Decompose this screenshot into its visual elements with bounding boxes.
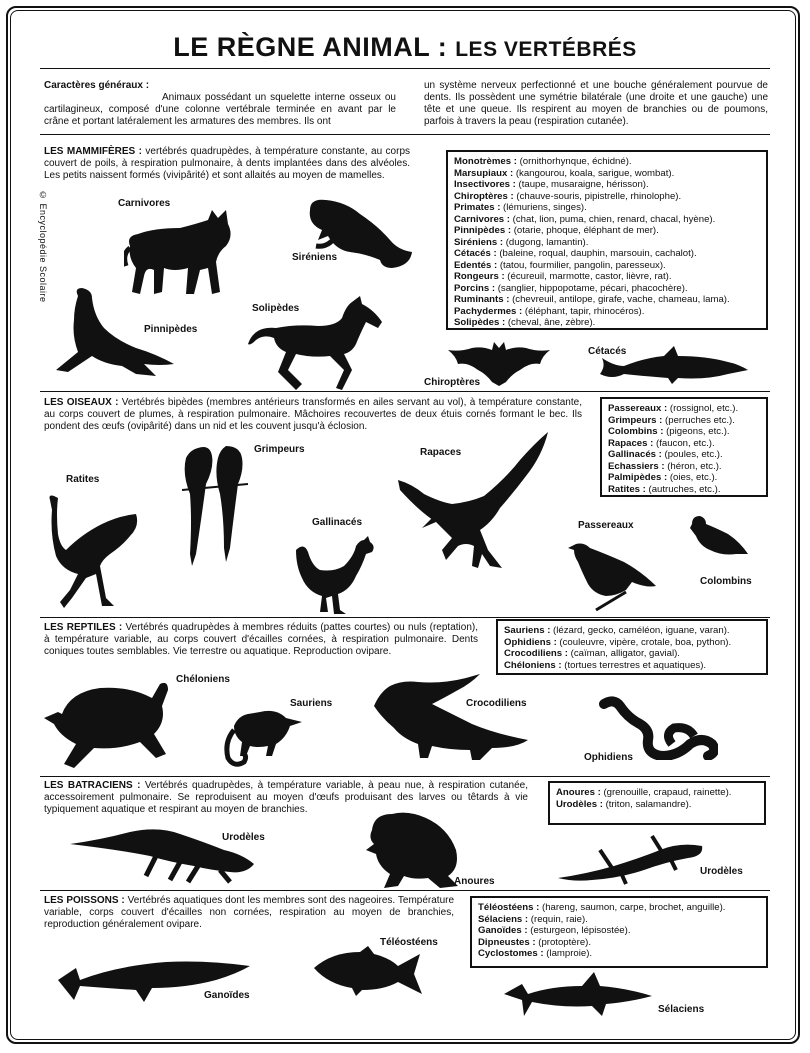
mammals-class-row	[454, 283, 760, 295]
birds-class-row	[608, 438, 760, 450]
birds-desc: Vertébrés bipèdes (membres antérieurs transformés en ailes servant au vol), à température constante, au corps couvert de plumes, à respiration pulmonaire. Mâchoires recouvertes de deux étuis cornés formant le bec. Ils pondent des œufs (ovipârité) dans un nid et les couvent jusqu'à éclosion.	[44, 397, 582, 432]
amphibians-class-row	[556, 799, 758, 811]
mammals-rule	[40, 391, 770, 392]
class-examples: (chevreuil, antilope, girafe, vache, chameau, lama).	[509, 294, 730, 305]
class-examples: (triton, salamandre).	[602, 798, 692, 810]
intro-col1	[44, 80, 396, 128]
reptiles-class-row	[504, 637, 760, 649]
mammals-box	[446, 150, 768, 330]
mammals-class-row	[454, 202, 760, 214]
mammals-class-row	[454, 271, 760, 283]
class-examples: (poules, etc.).	[661, 449, 723, 460]
salamander-silhouette	[70, 822, 256, 884]
class-name: Grimpeurs :	[608, 414, 663, 426]
fish-class-row	[478, 914, 760, 926]
label-sauriens: Sauriens	[290, 698, 333, 709]
intro-text-2: un système nerveux perfectionné et une bouche généralement pourvue de dents. Ils possèdent une symétrie bilatérale (une droite et une gauche) une tête et une queue. Ils respirent au moyen de branchies ou de poumons, parfois à travers la peau (respiration cutanée).	[424, 80, 768, 127]
class-name: Echassiers :	[608, 460, 665, 472]
class-name: Urodèles :	[556, 798, 603, 810]
amphibians-rule	[40, 890, 770, 891]
class-examples: (perruches etc.).	[662, 414, 735, 426]
label-ganoides: Ganoïdes	[204, 990, 250, 1001]
class-name: Edentés :	[454, 259, 498, 271]
birds-class-row	[608, 461, 760, 473]
class-examples: (baleine, roqual, dauphin, marsouin, cachalot).	[496, 248, 697, 259]
birds-class-row	[608, 472, 760, 484]
dolphin-silhouette	[598, 344, 750, 386]
amphibians-class-row	[556, 787, 758, 799]
mammals-class-row	[454, 156, 760, 168]
class-name: Rongeurs :	[454, 271, 505, 282]
class-name: Dipneustes :	[478, 936, 536, 948]
pigeon-silhouette	[686, 514, 750, 560]
teleost-silhouette	[312, 944, 424, 998]
turtle-silhouette	[44, 676, 170, 770]
class-examples: (otarie, phoque, éléphant de mer).	[511, 225, 659, 236]
class-examples: (sanglier, hippopotame, pécari, phacochère).	[495, 282, 688, 294]
amphibians-desc: Vertébrés quadrupèdes, à température variable, à peau nue, à respiration cutanée, accessoirement pulmonaire. Se reproduisent au moyen d'œufs produisant des larves ou têtards à vie typiquement aquatique et respirant au moyen de branchies.	[44, 780, 528, 815]
label-urodeles-1: Urodèles	[222, 832, 265, 843]
horse-silhouette	[248, 294, 388, 392]
shark-silhouette	[502, 966, 654, 1020]
class-name: Pinnipèdes :	[454, 225, 512, 236]
reptiles-list	[504, 625, 760, 671]
class-examples: (faucon, etc.).	[653, 437, 715, 449]
class-name: Siréniens :	[454, 236, 504, 248]
mammals-class-row	[454, 214, 760, 226]
class-name: Ophidiens :	[504, 636, 557, 648]
class-examples: (protoptère).	[535, 936, 592, 948]
class-examples: (lémuriens, singes).	[500, 202, 587, 213]
bat-silhouette	[446, 342, 552, 388]
class-examples: (hareng, saumon, carpe, brochet, anguille).	[539, 902, 726, 913]
class-name: Porcins :	[454, 282, 496, 294]
class-name: Solipèdes :	[454, 317, 506, 328]
birds-heading: LES OISEAUX :	[44, 397, 119, 408]
intro-text-1: Animaux possédant un squelette interne osseux ou cartilagineux, composé d'une colonne vertébrale terminée en avant par le crâne et portant latéralement les armatures des membres. Ils ont	[44, 92, 396, 127]
label-grimpeurs: Grimpeurs	[254, 444, 305, 455]
label-urodeles-2: Urodèles	[700, 866, 743, 877]
birds-class-row	[608, 426, 760, 438]
class-name: Palmipèdes :	[608, 472, 668, 483]
title-rule	[40, 68, 770, 69]
class-examples: (lamproie).	[543, 948, 593, 959]
class-examples: (caïman, alligator, gavial).	[567, 648, 680, 659]
class-examples: (héron, etc.).	[664, 460, 722, 472]
class-examples: (taupe, musaraigne, hérisson).	[515, 179, 649, 190]
mammals-class-row	[454, 168, 760, 180]
chameleon-silhouette	[220, 706, 304, 772]
crocodile-silhouette	[372, 674, 532, 766]
label-passereaux: Passereaux	[578, 520, 634, 531]
class-name: Insectivores :	[454, 179, 516, 190]
birds-text	[44, 397, 582, 433]
class-examples: (autruches, etc.).	[645, 483, 721, 495]
reptiles-class-row	[504, 625, 760, 637]
fish-heading: LES POISSONS :	[44, 895, 125, 906]
reptiles-class-row	[504, 648, 760, 660]
class-name: Cétacés :	[454, 248, 497, 259]
class-examples: (grenouille, crapaud, rainette).	[600, 787, 732, 798]
fish-list	[478, 902, 760, 960]
class-examples: (oies, etc.).	[667, 472, 718, 483]
mammals-heading: LES MAMMIFÈRES :	[44, 146, 142, 157]
label-pinnipedes: Pinnipèdes	[144, 324, 198, 335]
title-sub: LES VERTÉBRÉS	[455, 38, 637, 61]
class-examples: (kangourou, koala, sarigue, wombat).	[513, 167, 675, 179]
class-name: Téléostéens :	[478, 902, 540, 913]
class-name: Passereaux :	[608, 403, 668, 414]
fish-class-row	[478, 902, 760, 914]
mammals-class-row	[454, 248, 760, 260]
mammals-list	[454, 156, 760, 329]
label-cetaces: Cétacés	[588, 346, 627, 357]
copyright: © Encyclopédie Scolaire	[38, 190, 48, 303]
mammals-class-row	[454, 294, 760, 306]
intro-col2	[424, 80, 768, 128]
class-name: Colombins :	[608, 426, 664, 437]
fish-desc: Vertébrés aquatiques dont les membres sont des nageoires. Température variable, corps couvert d'écailles non cornées, respiration au moyen de branchies, reproduction généralement ovipare.	[44, 895, 455, 930]
ostrich-silhouette	[42, 494, 142, 612]
mammals-class-row	[454, 191, 760, 203]
label-cheloniens: Chéloniens	[176, 674, 230, 685]
sealion-silhouette	[52, 286, 178, 380]
birds-class-row	[608, 449, 760, 461]
class-name: Chiroptères :	[454, 190, 514, 202]
class-examples: (tortues terrestres et aquatiques).	[561, 659, 707, 671]
class-examples: (rossignol, etc.).	[667, 403, 739, 414]
dugong-silhouette	[306, 196, 416, 272]
class-name: Carnivores :	[454, 213, 510, 225]
label-carnivores: Carnivores	[118, 198, 171, 209]
amphibians-heading: LES BATRACIENS :	[44, 780, 141, 791]
class-name: Monotrèmes :	[454, 156, 517, 167]
mammals-class-row	[454, 306, 760, 318]
label-teleosteens: Téléostéens	[380, 937, 438, 948]
reptiles-desc: Vertébrés quadrupèdes à membres réduits (pattes courtes) ou nuls (reptation), à température variable, au corps couvert d'écailles cornées, à respiration pulmonaire. Dents coniques toutes semblables. Vie terrestre ou aquatique. Reproduction ovipare.	[44, 622, 478, 657]
fish-box	[470, 896, 768, 968]
class-examples: (cheval, âne, zèbre).	[505, 317, 596, 328]
mammals-class-row	[454, 260, 760, 272]
mammals-text	[44, 146, 410, 182]
snake-silhouette	[598, 694, 718, 760]
class-name: Ratites :	[608, 483, 646, 495]
class-name: Ruminants :	[454, 294, 510, 305]
class-examples: (éléphant, tapir, rhinocéros).	[522, 305, 645, 317]
eagle-silhouette	[396, 430, 552, 578]
birds-class-row	[608, 415, 760, 427]
reptiles-heading: LES REPTILES :	[44, 622, 123, 633]
mammals-class-row	[454, 179, 760, 191]
sturgeon-silhouette	[56, 948, 252, 1006]
class-name: Sélaciens :	[478, 913, 529, 925]
reptiles-class-row	[504, 660, 760, 672]
class-name: Rapaces :	[608, 437, 654, 449]
class-name: Anoures :	[556, 787, 601, 798]
mammals-class-row	[454, 317, 760, 329]
class-examples: (tatou, fourmilier, pangolin, paresseux).	[497, 259, 666, 271]
class-examples: (chauve-souris, pipistrelle, rhinolophe).	[513, 190, 682, 202]
birds-list	[608, 403, 760, 495]
label-ratites: Ratites	[66, 474, 100, 485]
birds-class-row	[608, 484, 760, 496]
class-name: Marsupiaux :	[454, 167, 514, 179]
frog-silhouette	[364, 810, 460, 892]
class-examples: (couleuvre, vipère, crotale, boa, python).	[556, 636, 732, 648]
rooster-silhouette	[294, 536, 376, 616]
label-solipedes: Solipèdes	[252, 303, 300, 314]
amphibians-list	[556, 787, 758, 810]
fish-class-row	[478, 925, 760, 937]
songbird-silhouette	[566, 540, 660, 614]
label-sireniens: Siréniens	[292, 252, 338, 263]
label-ophidiens: Ophidiens	[584, 752, 633, 763]
fish-class-row	[478, 948, 760, 960]
label-selaciens: Sélaciens	[658, 1004, 705, 1015]
mammals-class-row	[454, 225, 760, 237]
class-name: Cyclostomes :	[478, 948, 544, 959]
class-examples: (lézard, gecko, caméléon, iguane, varan).	[550, 625, 730, 636]
class-name: Crocodiliens :	[504, 648, 568, 659]
mammals-class-row	[454, 237, 760, 249]
newt-silhouette	[556, 832, 706, 886]
label-gallinaces: Gallinacés	[312, 517, 363, 528]
title-main: LE RÈGNE ANIMAL :	[173, 32, 448, 62]
amphibians-box	[548, 781, 766, 825]
class-examples: (pigeons, etc.).	[663, 426, 730, 437]
fish-text	[44, 895, 454, 931]
class-name: Ganoïdes :	[478, 925, 528, 936]
class-name: Gallinacés :	[608, 449, 662, 460]
reptiles-text	[44, 622, 478, 658]
class-examples: (écureuil, marmotte, castor, lièvre, rat).	[504, 271, 672, 282]
class-name: Chéloniens :	[504, 659, 562, 671]
label-crocodiliens: Crocodiliens	[466, 698, 527, 709]
class-examples: (requin, raie).	[528, 913, 588, 925]
reptiles-box	[496, 619, 768, 675]
birds-rule	[40, 617, 770, 618]
class-name: Sauriens :	[504, 625, 551, 636]
intro-label: Caractères généraux :	[44, 80, 150, 91]
birds-box	[600, 397, 768, 497]
label-rapaces: Rapaces	[420, 447, 462, 458]
fish-class-row	[478, 937, 760, 949]
label-chiropteres: Chiroptères	[424, 377, 481, 388]
class-examples: (esturgeon, lépisostée).	[527, 925, 631, 936]
birds-class-row	[608, 403, 760, 415]
parrots-silhouette	[182, 444, 248, 570]
page-title	[0, 32, 810, 63]
class-name: Primates :	[454, 202, 501, 213]
class-examples: (dugong, lamantin).	[503, 236, 589, 248]
reptiles-rule	[40, 776, 770, 777]
label-colombins: Colombins	[700, 576, 752, 587]
class-examples: (ornithorhynque, échidné).	[516, 156, 632, 167]
intro-rule	[40, 134, 770, 135]
class-examples: (chat, lion, puma, chien, renard, chacal, hyène).	[509, 213, 716, 225]
mammals-desc: vertébrés quadrupèdes, à température constante, au corps couvert de poils, à respiration pulmonaire, à dents implantées dans des alvéoles. Les petits naissent formés (vivipârité) et sont allaités au moyen de mamelles.	[44, 146, 411, 181]
label-anoures: Anoures	[454, 876, 495, 887]
class-name: Pachydermes :	[454, 305, 523, 317]
